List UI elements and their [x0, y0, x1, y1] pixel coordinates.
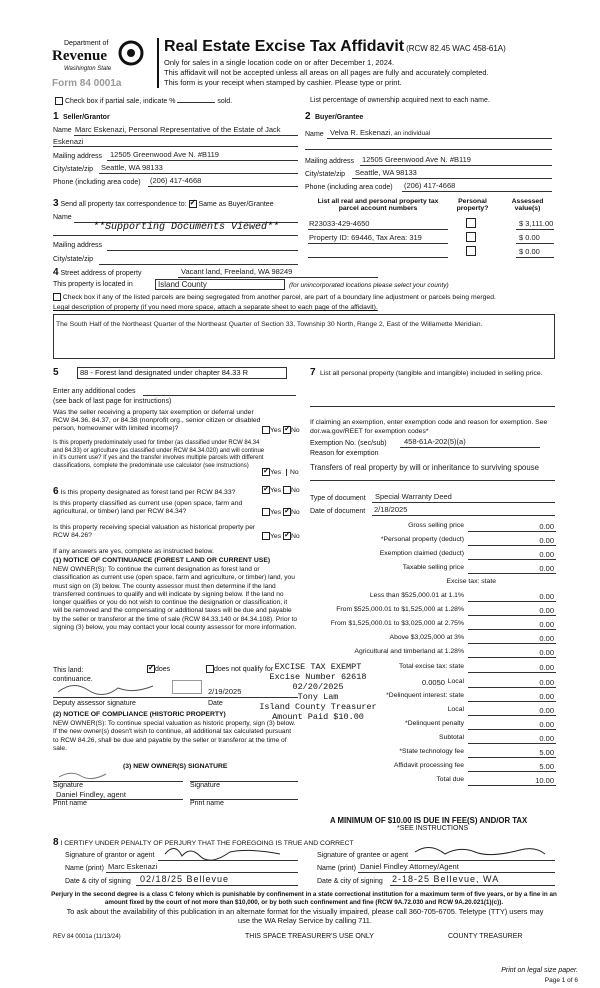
- header-note-3: This form is your receipt when stamped by cashier. Please type or print.: [164, 78, 402, 87]
- grantor-name-label: Name (print): [65, 865, 104, 872]
- q2-yes-checkbox[interactable]: [262, 468, 270, 476]
- same-as-buyer-checkbox[interactable]: [189, 200, 197, 208]
- tax-row-label: From $1,525,000.01 to $3,025,000 at 2.75%: [330, 620, 464, 627]
- s6-q3-no-checkbox[interactable]: [283, 532, 291, 540]
- seller-city[interactable]: Seattle, WA 98133: [101, 163, 163, 172]
- enter-codes-label: Enter any additional codes: [53, 388, 136, 395]
- tax-row: [330, 564, 556, 575]
- tax-row: [330, 606, 556, 617]
- q1-answers: Yes ✓ No: [262, 426, 300, 434]
- grantee-name[interactable]: Daniel Findley Attorney/Agent: [360, 862, 459, 871]
- street-row: 4 Street address of property: [53, 267, 142, 278]
- tax-row: [330, 720, 556, 731]
- tax-row-value[interactable]: 0.00: [539, 692, 554, 701]
- tax-row-value[interactable]: 10.00: [535, 776, 554, 785]
- stamp-line-3: 02/20/2025: [292, 682, 344, 692]
- legal-paper-note: Print on legal size paper.: [501, 967, 578, 974]
- q1-yes-checkbox[interactable]: [262, 426, 270, 434]
- buyer-name-label: Name: [305, 131, 324, 138]
- see-instructions: *SEE INSTRUCTIONS: [397, 825, 469, 832]
- continuance-label: continuance.: [53, 676, 93, 683]
- tax-row-label: *Personal property (deduct): [380, 536, 464, 543]
- exemption-no[interactable]: 458-61A-202(5)(a): [404, 437, 466, 446]
- assessed-value-2[interactable]: $ 0.00: [519, 233, 540, 242]
- tax-row-value[interactable]: 0.00: [539, 550, 554, 559]
- seller-mail-label: Mailing address: [53, 153, 103, 160]
- tax-row: [330, 663, 556, 674]
- form-number: Form 84 0001a: [52, 78, 122, 89]
- grantor-date-city[interactable]: 02/18/25 Bellevue: [140, 874, 230, 884]
- form-title: Real Estate Excise Tax Affidavit (RCW 82.45 WAC 458-61A): [164, 38, 506, 55]
- legal-label: Legal description of property (if you need more space, attach a separate sheet to each page of the affidavit).: [53, 304, 378, 311]
- minimum-due: A MINIMUM OF $10.00 IS DUE IN FEE(S) AND/OR TAX: [330, 816, 528, 825]
- doc-date-label: Date of document: [310, 508, 366, 515]
- doc-date[interactable]: 2/18/2025: [374, 505, 408, 514]
- tax-row-label: Exemption claimed (deduct): [379, 550, 464, 557]
- doc-type-label: Type of document: [310, 495, 366, 502]
- reason-label: Reason for exemption: [310, 450, 379, 457]
- stamp-line-2: Excise Number 62618: [269, 672, 367, 682]
- buyer-city[interactable]: Seattle, WA 98133: [355, 168, 417, 177]
- does-option: ✓does: [147, 665, 170, 673]
- this-land-label: This land:: [53, 667, 84, 674]
- tax-row-label: Taxable selling price: [402, 564, 464, 571]
- tax-row: [330, 692, 556, 703]
- seller-heading: Seller/Grantor: [63, 114, 110, 121]
- tax-row-value[interactable]: 0.00: [539, 620, 554, 629]
- notice-1-title: (1) NOTICE OF CONTINUANCE (FOREST LAND OR CURRENT USE): [53, 557, 271, 564]
- owner-sig-label-2: Signature: [190, 782, 220, 789]
- does-not-qualify-checkbox[interactable]: [206, 665, 214, 673]
- buyer-city-label: City/state/zip: [305, 171, 346, 178]
- exemption-reason[interactable]: Transfers of real property by will or inheritance to surviving spouse: [310, 463, 539, 472]
- buyer-mail[interactable]: 12505 Greenwood Ave N. #B119: [362, 155, 471, 164]
- tax-row: [330, 762, 556, 773]
- tax-row-label: Excise tax: state: [446, 578, 496, 585]
- agency-logo: [52, 38, 152, 104]
- tax-row-value[interactable]: 0.00: [539, 720, 554, 729]
- tax-row-label: *Delinquent interest: state: [386, 692, 464, 699]
- assessed-col-header: Assessed value(s): [511, 198, 544, 212]
- county-treasurer-label: COUNTY TREASURER: [448, 933, 523, 940]
- grantor-date-label: Date & city of signing: [65, 878, 131, 885]
- tax-row: [330, 550, 556, 561]
- s6-q1-no-checkbox[interactable]: [283, 486, 291, 494]
- grantee-date-label: Date & city of signing: [317, 878, 383, 885]
- owner-print-name[interactable]: Daniel Findley, agent: [56, 790, 126, 799]
- use-code-select[interactable]: 88 - Forest land designated under chapter 84.33 R: [77, 367, 287, 379]
- s6-q2-no-checkbox[interactable]: [283, 508, 291, 516]
- seller-name-2[interactable]: Eskenazi: [53, 137, 84, 146]
- owner-sig-label-1: Signature: [53, 782, 83, 789]
- dept-name: Revenue: [52, 48, 107, 64]
- corr-city-label: City/state/zip: [53, 256, 94, 263]
- buyer-phone-label: Phone (including area code): [305, 184, 393, 191]
- does-not-option: does not qualify for: [206, 665, 273, 673]
- tax-row-value[interactable]: 0.00: [539, 634, 554, 643]
- assessor-seal: [172, 680, 202, 694]
- section-2-number: 2: [305, 111, 311, 122]
- tax-row-value[interactable]: 0.00: [539, 678, 554, 687]
- tax-row: [330, 734, 556, 745]
- tax-row-value[interactable]: 0.00: [539, 536, 554, 545]
- assessed-value-3[interactable]: $ 0.00: [519, 247, 540, 256]
- tax-row-value[interactable]: 0.00: [539, 592, 554, 601]
- owner-signature-scribble: [56, 768, 116, 782]
- q1-no-checkbox[interactable]: [283, 426, 291, 434]
- if-yes-note: If any answers are yes, complete as instructed below.: [53, 548, 214, 555]
- tax-row-label: *Delinquent penalty: [405, 720, 464, 727]
- assessor-date[interactable]: 2/19/2025: [208, 687, 242, 696]
- tax-row-value[interactable]: 5.00: [539, 748, 554, 757]
- s6-q3-answers: Yes ✓ No: [262, 532, 300, 540]
- tax-row-label: Subtotal: [439, 734, 464, 741]
- tax-row: [330, 578, 556, 589]
- tax-row-value[interactable]: 0.00: [539, 663, 554, 672]
- segregated-checkbox[interactable]: [53, 293, 61, 301]
- deputy-label: Deputy assessor signature: [53, 700, 136, 707]
- tax-row-label: Affidavit processing fee: [393, 762, 464, 769]
- tax-row-value[interactable]: 5.00: [539, 762, 554, 771]
- seller-phone-label: Phone (including area code): [53, 179, 141, 186]
- county-select[interactable]: Island County: [155, 279, 285, 290]
- does-qualify-checkbox[interactable]: [147, 665, 155, 673]
- ownership-note: List percentage of ownership acquired next to each name.: [310, 97, 490, 104]
- perjury-notice: Perjury in the second degree is a class C felony which is punishable by confinement in a state correctional institution for a maximum term of five years, or by a fine in an amount fixed by the court of not more than $10,000, or by both such confinement and fine (RCW 9A.72.030 and RCW 9A.20.021(1)(c)).: [51, 891, 557, 906]
- section-6-q1: 6 Is this property designated as forest land per RCW 84.33?: [53, 486, 236, 497]
- notice-2-title: (2) NOTICE OF COMPLIANCE (HISTORIC PROPERTY): [53, 711, 226, 718]
- treasurer-use-label: THIS SPACE TREASURER'S USE ONLY: [245, 933, 374, 940]
- s6-q1-answers: ✓ Yes No: [262, 486, 300, 494]
- tax-row-label: Above $3,025,000 at 3%: [389, 634, 464, 641]
- doc-type[interactable]: Special Warranty Deed: [375, 492, 452, 501]
- personal-col-header: Personal property?: [456, 198, 489, 212]
- tax-row-label: From $525,000.01 to $1,525,000 at 1.28%: [336, 606, 464, 613]
- tax-row-label: Local: [447, 706, 464, 713]
- seller-mail[interactable]: 12505 Greenwood Ave N. #B119: [110, 150, 219, 159]
- print-name-label-1: Print name: [53, 800, 87, 807]
- dept-state: Washington State: [64, 66, 112, 72]
- supporting-docs-note: **Supporting Documents Viewed**: [93, 222, 280, 233]
- s6-q1-yes-checkbox[interactable]: [262, 486, 270, 494]
- tax-row-label: Gross selling price: [408, 522, 464, 529]
- personal-property-checkbox-1[interactable]: [466, 218, 476, 228]
- tax-row: [330, 592, 556, 603]
- tax-row-label: Agricultural and timberland at 1.28%: [354, 648, 464, 655]
- notice-2-body: NEW OWNER(S): To continue special valuation as historic property, sign (3) below. If the new owner(s) doesn't wish to continue, all additional tax calculated pursuant to RCW 84.26, shall be due and payable by the seller or transferor at the time of sale.: [53, 720, 296, 752]
- legal-description-box[interactable]: The South Half of the Northeast Quarter of the Northeast Quarter of Section 33, Township 30 North, Range 2, East of the Willamette Meridian.: [53, 314, 555, 359]
- tax-row: [330, 536, 556, 547]
- street-address[interactable]: Vacant land, Freeland, WA 98249: [181, 267, 293, 276]
- q2-answers: ✓Yes No: [262, 468, 299, 476]
- corr-mail-label: Mailing address: [53, 242, 103, 249]
- assessed-value-1[interactable]: $ 3,111.00: [519, 219, 554, 228]
- grantee-name-label: Name (print): [317, 865, 356, 872]
- certify-row: 8 I CERTIFY UNDER PENALTY OF PERJURY THAT THE FOREGOING IS TRUE AND CORRECT: [53, 837, 354, 848]
- washington-logo-icon: [118, 40, 144, 66]
- header-note-1: Only for sales in a single location code on or after December 1, 2024.: [164, 58, 395, 67]
- section-1-number: 1: [53, 111, 59, 122]
- section-6-q3: Is this property receiving special valuation as historical property per RCW 84.26?: [53, 524, 256, 539]
- seller-name-label: Name: [53, 127, 72, 134]
- buyer-mail-label: Mailing address: [305, 158, 355, 165]
- tax-row-value[interactable]: 0.00: [539, 648, 554, 657]
- grantee-signature-scribble: [410, 842, 550, 862]
- section-5-number: 5: [53, 367, 59, 378]
- personal-property-checkbox-3[interactable]: [466, 246, 476, 256]
- dept-label: Department of: [64, 40, 109, 47]
- tax-row: [330, 634, 556, 645]
- buyer-name[interactable]: Velva R. Eskenazi, an individual: [330, 128, 431, 137]
- segregated-row: Check box if any of the listed parcels are being segregated from another parcel, are part of a boundary line adjustment or parcels being merged.: [53, 293, 496, 301]
- claim-exemption-label: If claiming an exemption, enter exemption code and reason for exemption. See dor.wa.gov/REET for exemption codes*: [310, 419, 548, 435]
- section-7-number: 7: [310, 367, 316, 378]
- personal-property-checkbox-2[interactable]: [466, 232, 476, 242]
- date-label: Date: [208, 700, 223, 707]
- revision-number: REV 84 0001a (11/13/24): [53, 934, 121, 940]
- tax-row-value[interactable]: 0.00: [539, 522, 554, 531]
- q-timber-agriculture: Is this property predominately used for timber (as classified under RCW 84.34 and 84.33) or agriculture (as classified under RCW 84.34.020) and will continue in it's current use? If yes and the transfer involves multiple parcels with different classifications, complete the predominate use calculator (see instructions): [53, 440, 265, 469]
- tax-row: [330, 748, 556, 759]
- tax-row-label: Total excise tax: state: [399, 663, 464, 670]
- unincorporated-note: (for unincorporated locations please select your county): [289, 282, 449, 289]
- section-3-row: 3 Send all property tax correspondence to: ✓ Same as Buyer/Grantee: [53, 198, 274, 209]
- parcel-number-2[interactable]: Property ID: 69446, Tax Area: 319: [309, 233, 422, 242]
- tax-row-value[interactable]: 0.00: [539, 734, 554, 743]
- tax-row: [330, 706, 556, 717]
- local-rate: 0.0050: [422, 678, 445, 687]
- grantor-sig-label: Signature of grantor or agent: [65, 852, 155, 859]
- grantee-date-city[interactable]: 2-18-25 Bellevue, WA: [392, 874, 500, 884]
- tax-row-value[interactable]: 0.00: [539, 606, 554, 615]
- tax-row: [330, 648, 556, 659]
- stamp-line-5: Island County Treasurer: [259, 702, 377, 712]
- notice-3-title: (3) NEW OWNER(S) SIGNATURE: [123, 763, 228, 770]
- tax-row: [330, 522, 556, 533]
- alt-format-notice: To ask about the availability of this publication in an alternate format for the visually impaired, please call 360-705-6705. Teletype (TTY) users may use the WA Relay Service by calling 711.: [66, 907, 544, 925]
- tax-row-label: Local: [447, 678, 464, 685]
- parcel-number-1[interactable]: R23033-429-4650: [309, 219, 370, 228]
- partial-sale-checkbox[interactable]: [55, 97, 63, 105]
- tax-row: [330, 620, 556, 631]
- partial-sale-percent-field[interactable]: [177, 102, 215, 103]
- corr-name-label: Name: [53, 214, 72, 221]
- stamp-line-1: EXCISE TAX EXEMPT: [274, 662, 362, 672]
- buyer-heading: Buyer/Grantee: [315, 114, 364, 121]
- tax-row-label: *State technology fee: [399, 748, 464, 755]
- exemption-no-label: Exemption No. (sec/sub): [310, 440, 387, 447]
- located-label: This property is located in: [53, 281, 133, 288]
- s6-q2-yes-checkbox[interactable]: [262, 508, 270, 516]
- s6-q2-answers: Yes ✓ No: [262, 508, 300, 516]
- seller-city-label: City/state/zip: [53, 166, 94, 173]
- stamp-line-6: Amount Paid $10.00: [272, 712, 364, 722]
- partial-sale-row: Check box if partial sale, indicate % sold.: [55, 97, 232, 105]
- tax-row-label: Less than $525,000.01 at 1.1%: [369, 592, 464, 599]
- tax-row: [330, 776, 556, 787]
- q-exemption-deferral: Was the seller receiving a property tax exemption or deferral under RCW 84.36, 84.37, or 84.38 (nonprofit org., senior citizen or disabled person, homeowner with limited income)?: [53, 409, 261, 432]
- s6-q3-yes-checkbox[interactable]: [262, 532, 270, 540]
- tax-row-label: Total due: [436, 776, 464, 783]
- seller-name-1[interactable]: Marc Eskenazi, Personal Representative of the Estate of Jack: [75, 125, 281, 134]
- buyer-phone[interactable]: (206) 417-4668: [404, 181, 456, 190]
- section-7-heading: List all personal property (tangible and intangible) included in selling price.: [320, 370, 543, 377]
- parcel-col-header: List all real and personal property tax parcel account numbers: [317, 198, 439, 212]
- header-note-2: This affidavit will not be accepted unless all areas on all pages are fully and accurately completed.: [164, 68, 489, 77]
- grantee-sig-label: Signature of grantee or agent: [317, 852, 409, 859]
- see-back-label: (see back of last page for instructions): [53, 398, 172, 405]
- page-number: Page 1 of 6: [544, 977, 578, 984]
- grantor-name[interactable]: Marc Eskenazi: [108, 862, 158, 871]
- seller-phone[interactable]: (206) 417-4668: [150, 176, 202, 185]
- tax-row-value[interactable]: 0.00: [539, 564, 554, 573]
- print-name-label-2: Print name: [190, 800, 224, 807]
- notice-1-body: NEW OWNER(S): To continue the current designation as forest land or classification as current use (open space, farm and agriculture, or timber) land, you must sign on (3) below. The county assessor must then determine if the land transferred continues to qualify and will indicate by signing below. If the land no longer qualifies or you do not wish to continue the designation or classification, it will be removed and the compensating or additional taxes will be due and payable by the seller or transferor at the time of sale (RCW 84.33.140 or 84.34.108). Prior to signing (3) below, you may contact your local county assessor for more information.: [53, 566, 298, 632]
- grantor-signature-scribble: [160, 842, 300, 862]
- tax-row-value[interactable]: 0.00: [539, 706, 554, 715]
- stamp-line-4: Tony Lam: [297, 692, 339, 702]
- section-6-q2: Is this property classified as current use (open space, farm and agricultural, or timber) land per RCW 84.34?: [53, 500, 243, 515]
